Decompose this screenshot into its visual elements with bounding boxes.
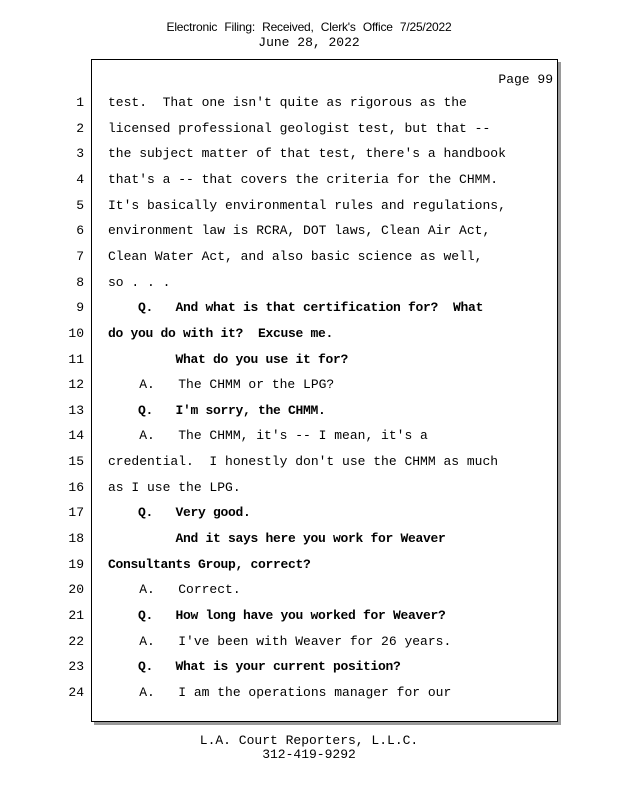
line-number: 6 bbox=[76, 223, 84, 238]
line-number: 22 bbox=[68, 634, 84, 649]
transcript-line: Q. How long have you worked for Weaver? bbox=[108, 608, 446, 623]
line-number: 9 bbox=[76, 300, 84, 315]
transcript-line: A. I am the operations manager for our bbox=[108, 685, 452, 700]
transcript-line: credential. I honestly don't use the CHMM as much bbox=[108, 454, 499, 469]
transcript-line: test. That one isn't quite as rigorous as the bbox=[108, 95, 467, 110]
line-number: 24 bbox=[68, 685, 84, 700]
line-number: 10 bbox=[68, 326, 84, 341]
line-number: 12 bbox=[68, 377, 84, 392]
transcript-line: the subject matter of that test, there's a handbook bbox=[108, 146, 506, 161]
transcript-line: What do you use it for? bbox=[108, 352, 349, 367]
reporter-firm: L.A. Court Reporters, L.L.C. bbox=[199, 733, 419, 748]
transcript-line: A. The CHMM, it's -- I mean, it's a bbox=[108, 428, 428, 443]
line-number: 13 bbox=[68, 403, 84, 418]
line-number: 16 bbox=[68, 480, 84, 495]
transcript-line: environment law is RCRA, DOT laws, Clean Air Act, bbox=[108, 223, 491, 238]
transcript-line: It's basically environmental rules and regulations, bbox=[108, 198, 506, 213]
line-number: 18 bbox=[68, 531, 84, 546]
reporter-phone: 312-419-9292 bbox=[262, 747, 356, 762]
line-number: 17 bbox=[68, 505, 84, 520]
transcript-line: And it says here you work for Weaver bbox=[108, 531, 446, 546]
transcript-line: so . . . bbox=[108, 275, 171, 290]
transcript-line: Q. I'm sorry, the CHMM. bbox=[108, 403, 326, 418]
line-number: 19 bbox=[68, 557, 84, 572]
line-number: 23 bbox=[68, 659, 84, 674]
line-number: 11 bbox=[68, 352, 84, 367]
transcript-line: A. I've been with Weaver for 26 years. bbox=[108, 634, 452, 649]
transcript-line: A. Correct. bbox=[108, 582, 241, 597]
transcript-line: licensed professional geologist test, but that -- bbox=[108, 121, 491, 136]
transcript-line: Clean Water Act, and also basic science as well, bbox=[108, 249, 483, 264]
transcript-line: Q. And what is that certification for? What bbox=[108, 300, 484, 315]
transcript-line: do you do with it? Excuse me. bbox=[108, 326, 334, 341]
line-number: 5 bbox=[76, 198, 84, 213]
transcript-line: that's a -- that covers the criteria for the CHMM. bbox=[108, 172, 499, 187]
line-number: 21 bbox=[68, 608, 84, 623]
line-number: 4 bbox=[76, 172, 84, 187]
header-date: June 28, 2022 bbox=[258, 35, 360, 50]
line-number: 2 bbox=[76, 121, 84, 136]
line-number: 3 bbox=[76, 146, 84, 161]
filing-stamp: Electronic Filing: Received, Clerk's Office 7/25/2022 bbox=[166, 20, 452, 34]
line-number: 8 bbox=[76, 275, 84, 290]
line-number: 20 bbox=[68, 582, 84, 597]
line-number: 1 bbox=[76, 95, 84, 110]
transcript-line: Consultants Group, correct? bbox=[108, 557, 311, 572]
line-number: 15 bbox=[68, 454, 84, 469]
line-number: 7 bbox=[76, 249, 84, 264]
transcript-line: Q. What is your current position? bbox=[108, 659, 401, 674]
page-number: Page 99 bbox=[498, 72, 553, 87]
transcript-line: as I use the LPG. bbox=[108, 480, 241, 495]
transcript-line: A. The CHMM or the LPG? bbox=[108, 377, 335, 392]
line-number: 14 bbox=[68, 428, 84, 443]
transcript-line: Q. Very good. bbox=[108, 505, 251, 520]
